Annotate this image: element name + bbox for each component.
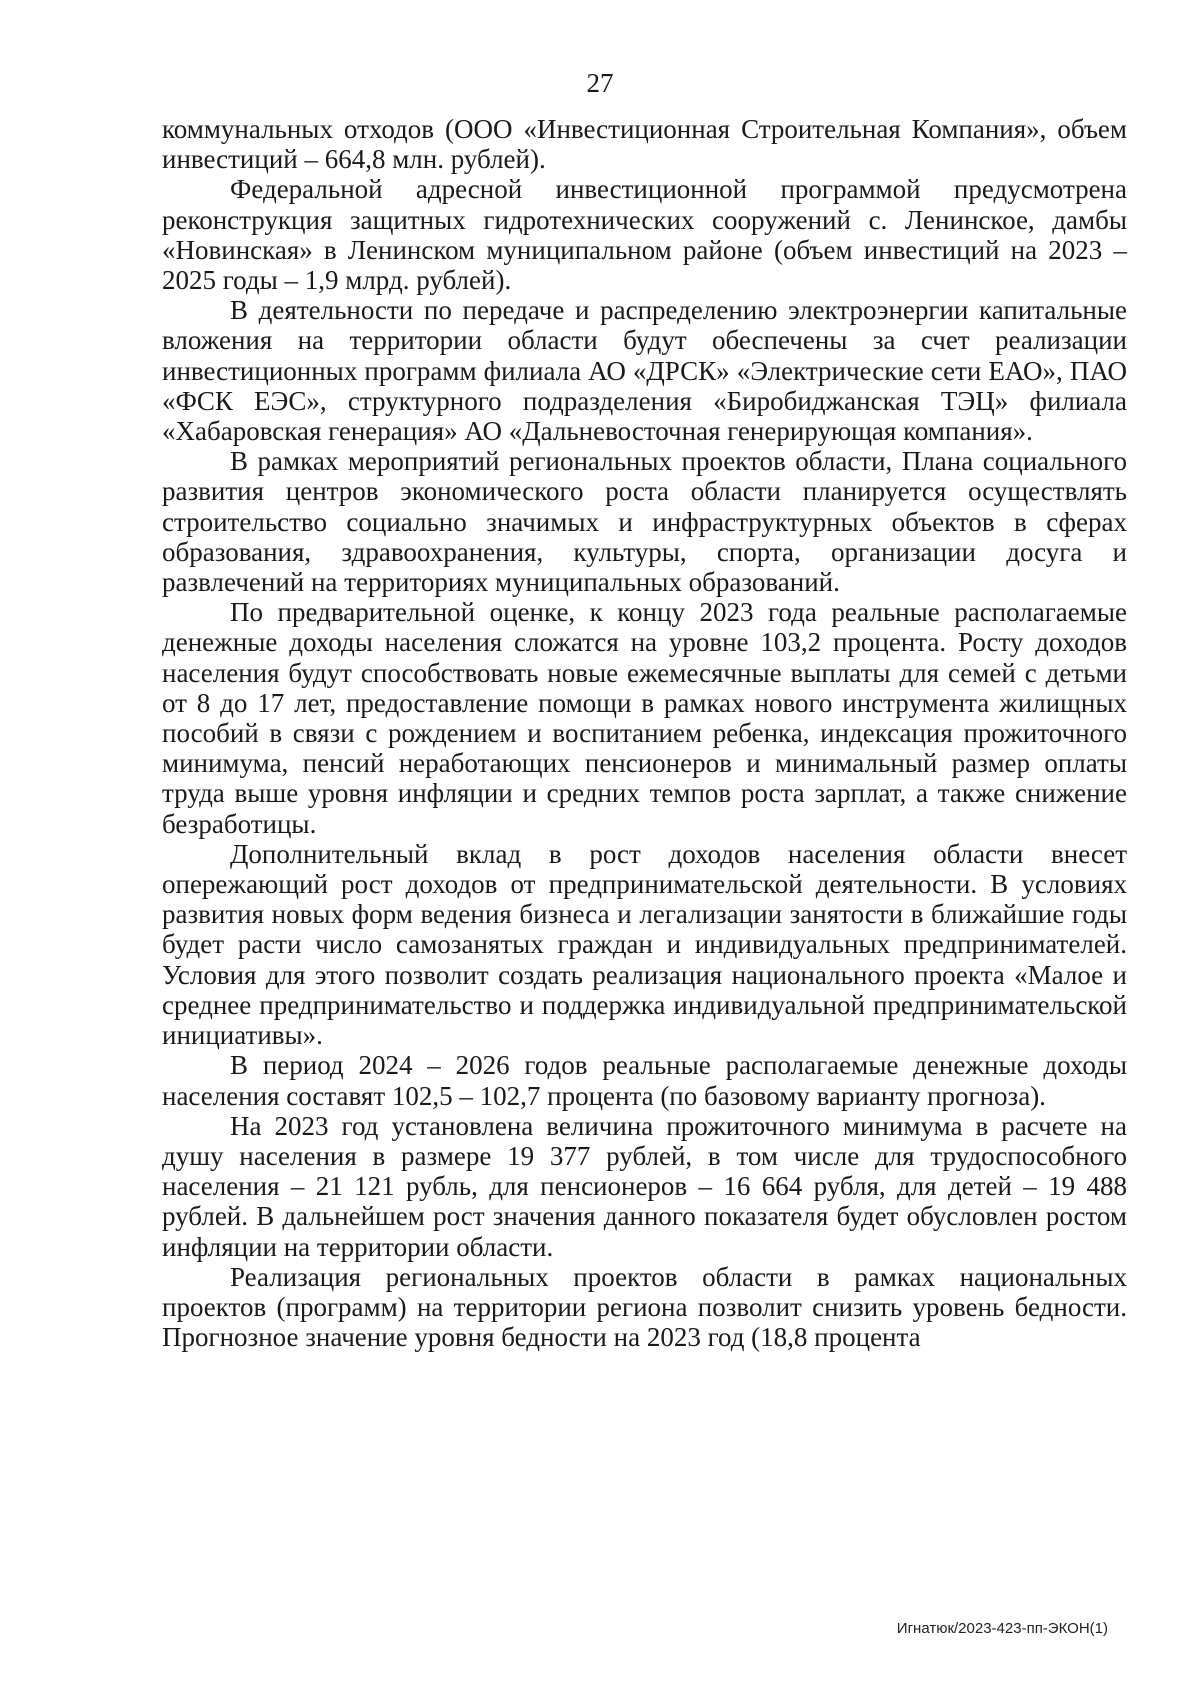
paragraph-entrepreneurship: Дополнительный вклад в рост доходов населения области внесет опережающий рост доходов от предпринимательской деятельности. В условиях развития новых форм ведения бизнеса и легализации занятости в ближайшие годы будет расти число самозанятых граждан и индивидуальных предпринимателей. Условия для этого позволит создать реализация национального проекта «Малое и среднее предпринимательство и поддержка индивидуальной предпринимательской инициативы».: [162, 838, 1127, 1051]
page-number: 27: [586, 68, 614, 98]
document-code: Игнатюк/2023-423-пп-ЭКОН(1): [896, 1620, 1108, 1637]
paragraph-income-estimate: По предварительной оценке, к концу 2023 года реальные располагаемые денежные доходы населения сложатся на уровне 103,2 процента. Росту доходов населения будут способствовать новые ежемесячные выплаты для семей с детьми от 8 до 17 лет, предоставление помощи в рамках нового инструмента жилищных пособий в связи с рождением и воспитанием ребенка, индексация прожиточного минимума, пенсий неработающих пенсионеров и минимальный размер оплаты труда выше уровня инфляции и средних темпов роста зарплат, а также снижение безработицы.: [162, 597, 1127, 839]
paragraph-continuation: коммунальных отходов (ООО «Инвестиционная Строительная Компания», объем инвестиций – 664,8 млн. рублей).: [162, 114, 1127, 175]
paragraph-subsistence-minimum: На 2023 год установлена величина прожиточного минимума в расчете на душу населения в размере 19 377 рублей, в том числе для трудоспособного населения – 21 121 рубль, для пенсионеров – 16 664 рубля, для детей – 19 488 рублей. В дальнейшем рост значения данного показателя будет обусловлен ростом инфляции на территории области.: [162, 1110, 1127, 1262]
paragraph-federal-program: Федеральной адресной инвестиционной программой предусмотрена реконструкция защитных гидротехнических сооружений с. Ленинское, дамбы «Новинская» в Ленинском муниципальном районе (объем инвестиций на 2023 – 2025 годы – 1,9 млрд. рублей).: [162, 174, 1127, 296]
document-body: [162, 114, 1127, 1352]
paragraph-regional-projects: В рамках мероприятий региональных проектов области, Плана социального развития центров экономического роста области планируется осуществлять строительство социально значимых и инфраструктурных объектов в сферах образования, здравоохранения, культуры, спорта, организации досуга и развлечений на территориях муниципальных образований.: [162, 446, 1127, 598]
paragraph-poverty: Реализация региональных проектов области в рамках национальных проектов (программ) на территории региона позволит снизить уровень бедности. Прогнозное значение уровня бедности на 2023 год (18,8 процента: [162, 1261, 1127, 1353]
paragraph-electricity: В деятельности по передаче и распределению электроэнергии капитальные вложения на территории области будут обеспечены за счет реализации инвестиционных программ филиала АО «ДРСК» «Электрические сети ЕАО», ПАО «ФСК ЕЭС», структурного подразделения «Биробиджанская ТЭЦ» филиала «Хабаровская генерация» АО «Дальневосточная генерирующая компания».: [162, 295, 1127, 447]
paragraph-income-forecast: В период 2024 – 2026 годов реальные располагаемые денежные доходы населения составят 102,5 – 102,7 процента (по базовому варианту прогноза).: [162, 1050, 1127, 1111]
